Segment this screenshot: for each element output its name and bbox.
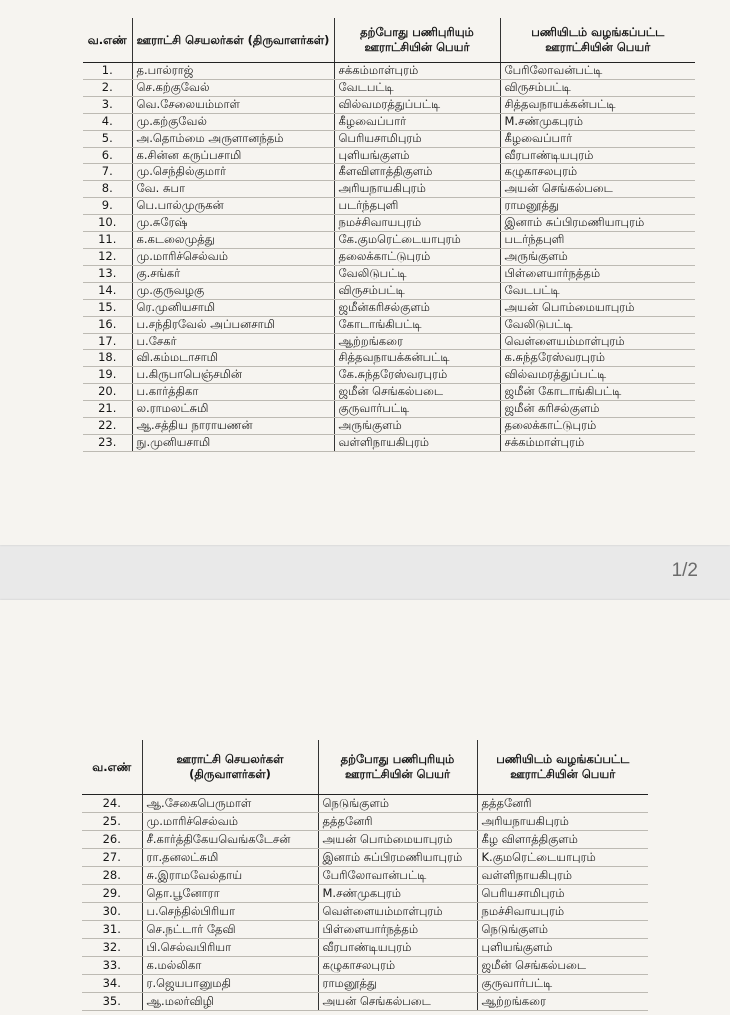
cell-secretary-name: ப.செந்தில்பிரியா: [142, 903, 318, 921]
cell-current-panchayat: ஜமீன் செங்கல்படை: [334, 384, 500, 401]
cell-serial-number: 1.: [83, 63, 132, 80]
cell-current-panchayat: வேலிடுபட்டி: [334, 265, 500, 282]
cell-serial-number: 29.: [82, 885, 142, 903]
cell-serial-number: 20.: [83, 384, 132, 401]
header-assigned-panchayat: பணியிடம் வழங்கப்பட்ட ஊராட்சியின் பெயர்: [500, 18, 695, 63]
header-secretary-name: ஊராட்சி செயலர்கள் (திருவாளர்கள்): [132, 18, 334, 63]
cell-secretary-name: க.சின்ன கருப்பசாமி: [132, 147, 334, 164]
assignment-table-page-1: [83, 18, 695, 452]
cell-current-panchayat: சித்தவநாயக்கன்பட்டி: [334, 350, 500, 367]
cell-secretary-name: செ.கற்குவேல்: [132, 79, 334, 96]
cell-serial-number: 9.: [83, 198, 132, 215]
cell-current-panchayat: பேரிலோவான்பட்டி: [318, 867, 477, 885]
cell-serial-number: 3.: [83, 96, 132, 113]
cell-current-panchayat: புளியங்குளம்: [334, 147, 500, 164]
cell-assigned-panchayat: பெரியசாமிபுரம்: [477, 885, 648, 903]
cell-current-panchayat: வீரபாண்டியபுரம்: [318, 939, 477, 957]
table-row: [82, 795, 648, 813]
cell-assigned-panchayat: தலைக்காட்டுபுரம்: [500, 418, 695, 435]
table-row: [83, 130, 695, 147]
cell-serial-number: 8.: [83, 181, 132, 198]
cell-secretary-name: ப.கிருபாபெஞ்சமின்: [132, 367, 334, 384]
cell-assigned-panchayat: வள்ளிநாயகிபுரம்: [477, 867, 648, 885]
cell-secretary-name: பெ.பால்முருகன்: [132, 198, 334, 215]
table-row: [83, 181, 695, 198]
table-row: [83, 63, 695, 80]
cell-secretary-name: கு.சங்கர்: [132, 265, 334, 282]
cell-serial-number: 11.: [83, 232, 132, 249]
cell-current-panchayat: பிள்ளையார்நத்தம்: [318, 921, 477, 939]
cell-current-panchayat: குருவார்பட்டி: [334, 401, 500, 418]
cell-secretary-name: மு.மாரிச்செல்வம்: [142, 813, 318, 831]
cell-serial-number: 16.: [83, 316, 132, 333]
table-row: [83, 215, 695, 232]
table-row: [83, 79, 695, 96]
table-row: [83, 384, 695, 401]
cell-secretary-name: ரா.தனலட்சுமி: [142, 849, 318, 867]
cell-serial-number: 15.: [83, 299, 132, 316]
cell-secretary-name: ல.ராமலட்சுமி: [132, 401, 334, 418]
cell-secretary-name: வி.கம்மடாசாமி: [132, 350, 334, 367]
cell-current-panchayat: தலைக்காட்டுபுரம்: [334, 248, 500, 265]
cell-secretary-name: மு.சுரேஷ்: [132, 215, 334, 232]
table-row: [82, 813, 648, 831]
cell-current-panchayat: வேடபட்டி: [334, 79, 500, 96]
cell-current-panchayat: ஆற்றங்கரை: [334, 333, 500, 350]
table-row: [83, 367, 695, 384]
cell-serial-number: 31.: [82, 921, 142, 939]
table-row: [83, 401, 695, 418]
table-row: [82, 867, 648, 885]
cell-assigned-panchayat: கீழவைப்பார்: [500, 130, 695, 147]
cell-secretary-name: ஆ.மலர்விழி: [142, 993, 318, 1011]
cell-current-panchayat: கீழவைப்பார்: [334, 113, 500, 130]
cell-secretary-name: வெ.சேலையம்மாள்: [132, 96, 334, 113]
cell-serial-number: 21.: [83, 401, 132, 418]
table-row: [83, 265, 695, 282]
cell-assigned-panchayat: கழுகாசலபுரம்: [500, 164, 695, 181]
cell-secretary-name: பி.செல்வபிரியா: [142, 939, 318, 957]
cell-serial-number: 30.: [82, 903, 142, 921]
cell-assigned-panchayat: கீழ விளாத்திகுளம்: [477, 831, 648, 849]
table-row: [82, 831, 648, 849]
cell-serial-number: 27.: [82, 849, 142, 867]
header-current-panchayat: தற்போது பணிபுரியும் ஊராட்சியின் பெயர்: [318, 740, 477, 795]
cell-assigned-panchayat: K.குமரெட்டையாபுரம்: [477, 849, 648, 867]
cell-current-panchayat: கீளவிளாத்திகுளம்: [334, 164, 500, 181]
table-row: [82, 993, 648, 1011]
cell-assigned-panchayat: அயன் செங்கல்படை: [500, 181, 695, 198]
cell-serial-number: 13.: [83, 265, 132, 282]
cell-secretary-name: ர.ஜெயபானுமதி: [142, 975, 318, 993]
cell-assigned-panchayat: வில்வமரத்துப்பட்டி: [500, 367, 695, 384]
table-row: [83, 248, 695, 265]
cell-serial-number: 22.: [83, 418, 132, 435]
cell-assigned-panchayat: சக்கம்மாள்புரம்: [500, 434, 695, 451]
cell-secretary-name: சு.இராமவேல்தாய்: [142, 867, 318, 885]
cell-assigned-panchayat: M.சண்முகபுரம்: [500, 113, 695, 130]
cell-serial-number: 33.: [82, 957, 142, 975]
table-row: [83, 333, 695, 350]
table-row: [83, 198, 695, 215]
cell-serial-number: 7.: [83, 164, 132, 181]
header-current-panchayat: தற்போது பணிபுரியும் ஊராட்சியின் பெயர்: [334, 18, 500, 63]
cell-current-panchayat: நமச்சிவாயபுரம்: [334, 215, 500, 232]
cell-serial-number: 10.: [83, 215, 132, 232]
cell-secretary-name: க.கடலைமுத்து: [132, 232, 334, 249]
cell-current-panchayat: படர்ந்தபுளி: [334, 198, 500, 215]
cell-assigned-panchayat: குருவார்பட்டி: [477, 975, 648, 993]
assignment-table-page-2: [82, 740, 648, 1011]
header-serial-number: வ.எண்: [82, 740, 142, 795]
cell-current-panchayat: வள்ளிநாயகிபுரம்: [334, 434, 500, 451]
cell-secretary-name: சீ.கார்த்திகேயவெங்கடேசன்: [142, 831, 318, 849]
cell-serial-number: 12.: [83, 248, 132, 265]
table-row: [83, 299, 695, 316]
cell-secretary-name: ப.சேகர்: [132, 333, 334, 350]
cell-serial-number: 26.: [82, 831, 142, 849]
cell-secretary-name: தொ.பூனோரா: [142, 885, 318, 903]
cell-assigned-panchayat: பிள்ளையார்நத்தம்: [500, 265, 695, 282]
cell-assigned-panchayat: ஜமீன் செங்கல்படை: [477, 957, 648, 975]
cell-assigned-panchayat: ஆற்றங்கரை: [477, 993, 648, 1011]
cell-current-panchayat: நெடுங்குளம்: [318, 795, 477, 813]
cell-assigned-panchayat: ஜமீன் கரிசல்குளம்: [500, 401, 695, 418]
cell-serial-number: 23.: [83, 434, 132, 451]
cell-current-panchayat: தத்தனேரி: [318, 813, 477, 831]
cell-assigned-panchayat: நமச்சிவாயபுரம்: [477, 903, 648, 921]
cell-assigned-panchayat: நெடுங்குளம்: [477, 921, 648, 939]
cell-secretary-name: த.பால்ராஜ்: [132, 63, 334, 80]
cell-current-panchayat: M.சண்முகபுரம்: [318, 885, 477, 903]
cell-assigned-panchayat: வேலிடுபட்டி: [500, 316, 695, 333]
table-row: [83, 434, 695, 451]
cell-assigned-panchayat: க.சுந்தரேஸ்வரபுரம்: [500, 350, 695, 367]
cell-secretary-name: க.மல்லிகா: [142, 957, 318, 975]
cell-current-panchayat: வில்வமரத்துப்பட்டி: [334, 96, 500, 113]
cell-secretary-name: ரெ.முனியசாமி: [132, 299, 334, 316]
cell-assigned-panchayat: வீரபாண்டியபுரம்: [500, 147, 695, 164]
table-row: [83, 147, 695, 164]
cell-current-panchayat: அயன் பொம்மையாபுரம்: [318, 831, 477, 849]
table-row: [82, 957, 648, 975]
cell-secretary-name: ஆ.சேகைபெருமாள்: [142, 795, 318, 813]
header-assigned-panchayat: பணியிடம் வழங்கப்பட்ட ஊராட்சியின் பெயர்: [477, 740, 648, 795]
cell-current-panchayat: அயன் செங்கல்படை: [318, 993, 477, 1011]
table-row: [83, 418, 695, 435]
table-row: [83, 232, 695, 249]
cell-assigned-panchayat: புளியங்குளம்: [477, 939, 648, 957]
table-row: [82, 849, 648, 867]
cell-serial-number: 5.: [83, 130, 132, 147]
cell-serial-number: 18.: [83, 350, 132, 367]
cell-current-panchayat: கழுகாசலபுரம்: [318, 957, 477, 975]
cell-assigned-panchayat: ராமனூத்து: [500, 198, 695, 215]
cell-assigned-panchayat: இனாம் சுப்பிரமணியாபுரம்: [500, 215, 695, 232]
cell-serial-number: 6.: [83, 147, 132, 164]
cell-serial-number: 34.: [82, 975, 142, 993]
cell-current-panchayat: ஜமீன்கரிசல்குளம்: [334, 299, 500, 316]
table-row: [82, 903, 648, 921]
cell-assigned-panchayat: வெள்ளையம்மாள்புரம்: [500, 333, 695, 350]
cell-secretary-name: ஆ.சத்திய நாராயணன்: [132, 418, 334, 435]
cell-assigned-panchayat: அருங்குளம்: [500, 248, 695, 265]
table-body-page-1: [83, 63, 695, 452]
cell-secretary-name: ப.சந்திரவேல் அப்பனசாமி: [132, 316, 334, 333]
header-secretary-name: ஊராட்சி செயலர்கள் (திருவாளர்கள்): [142, 740, 318, 795]
cell-current-panchayat: இனாம் சுப்பிரமணியாபுரம்: [318, 849, 477, 867]
cell-current-panchayat: விருசம்பட்டி: [334, 282, 500, 299]
cell-secretary-name: மு.கற்குவேல்: [132, 113, 334, 130]
cell-serial-number: 25.: [82, 813, 142, 831]
table-row: [83, 350, 695, 367]
page-indicator: 1/2: [671, 560, 698, 581]
header-serial-number: வ.எண்: [83, 18, 132, 63]
cell-secretary-name: மு.குருவழகு: [132, 282, 334, 299]
table-row: [82, 975, 648, 993]
table-row: [83, 164, 695, 181]
cell-current-panchayat: கே.குமரெட்டையாபுரம்: [334, 232, 500, 249]
cell-serial-number: 4.: [83, 113, 132, 130]
table-row: [83, 113, 695, 130]
cell-current-panchayat: சக்கம்மாள்புரம்: [334, 63, 500, 80]
cell-serial-number: 35.: [82, 993, 142, 1011]
cell-assigned-panchayat: படர்ந்தபுளி: [500, 232, 695, 249]
table-header-row: [83, 18, 695, 63]
cell-assigned-panchayat: பேரிலோவன்பட்டி: [500, 63, 695, 80]
table-row: [82, 921, 648, 939]
table-header-row: [82, 740, 648, 795]
cell-assigned-panchayat: சித்தவநாயக்கன்பட்டி: [500, 96, 695, 113]
table-body-page-2: [82, 795, 648, 1011]
cell-secretary-name: வே. சுபா: [132, 181, 334, 198]
cell-current-panchayat: கோடாங்கிபட்டி: [334, 316, 500, 333]
cell-assigned-panchayat: அயன் பொம்மையாபுரம்: [500, 299, 695, 316]
table-row: [82, 885, 648, 903]
cell-serial-number: 32.: [82, 939, 142, 957]
cell-current-panchayat: வெள்ளையம்மாள்புரம்: [318, 903, 477, 921]
cell-secretary-name: மு.செந்தில்குமார்: [132, 164, 334, 181]
cell-secretary-name: மு.மாரிச்செல்வம்: [132, 248, 334, 265]
cell-serial-number: 17.: [83, 333, 132, 350]
cell-secretary-name: செ.நட்டார் தேவி: [142, 921, 318, 939]
cell-current-panchayat: ராமனூத்து: [318, 975, 477, 993]
cell-current-panchayat: பெரியசாமிபுரம்: [334, 130, 500, 147]
cell-serial-number: 24.: [82, 795, 142, 813]
table-row: [83, 282, 695, 299]
cell-serial-number: 2.: [83, 79, 132, 96]
cell-assigned-panchayat: வேடபட்டி: [500, 282, 695, 299]
cell-serial-number: 14.: [83, 282, 132, 299]
table-row: [82, 939, 648, 957]
cell-assigned-panchayat: தத்தனேரி: [477, 795, 648, 813]
cell-assigned-panchayat: ஜமீன் கோடாங்கிபட்டி: [500, 384, 695, 401]
cell-serial-number: 19.: [83, 367, 132, 384]
table-row: [83, 316, 695, 333]
cell-current-panchayat: அருங்குளம்: [334, 418, 500, 435]
table-row: [83, 96, 695, 113]
cell-assigned-panchayat: விருசம்பட்டி: [500, 79, 695, 96]
cell-serial-number: 28.: [82, 867, 142, 885]
cell-secretary-name: நு.முனியசாமி: [132, 434, 334, 451]
cell-secretary-name: ப.கார்த்திகா: [132, 384, 334, 401]
cell-current-panchayat: கே.சுந்தரேஸ்வரபுரம்: [334, 367, 500, 384]
cell-current-panchayat: அரியநாயகிபுரம்: [334, 181, 500, 198]
cell-secretary-name: அ.தொம்மை அருளானந்தம்: [132, 130, 334, 147]
cell-assigned-panchayat: அரியநாயகிபுரம்: [477, 813, 648, 831]
